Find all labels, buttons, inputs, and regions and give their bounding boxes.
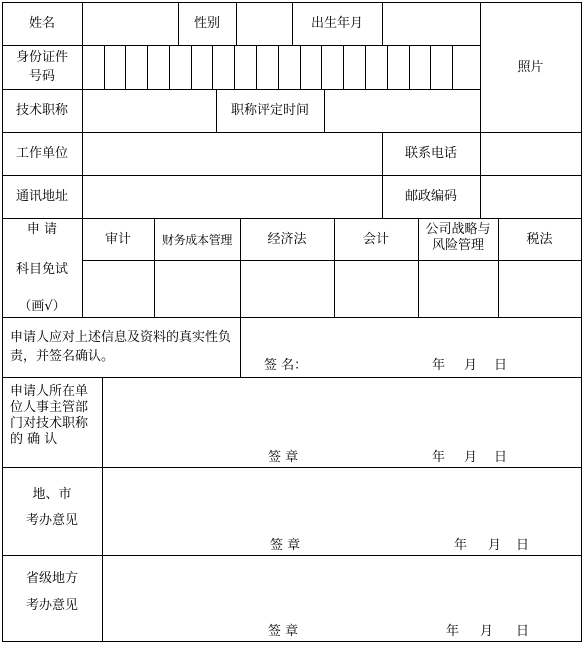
stamp-label: 签 章 [270, 538, 301, 553]
id-label-line1: 身份证件 [15, 50, 68, 65]
province-office-line1: 省级地方 [25, 571, 78, 586]
stamp-label: 签 章 [268, 450, 299, 465]
date-year: 年 [432, 450, 446, 465]
apply-label-line3: （画√） [18, 299, 66, 314]
date-year: 年 [432, 358, 446, 373]
rule [102, 377, 103, 642]
gender-label: 性别 [193, 16, 220, 31]
rule [2, 555, 582, 556]
city-office-line1: 地、市 [32, 487, 72, 502]
rule [581, 2, 582, 642]
subject-strategy-risk: 公司战略与风险管理 [425, 222, 491, 253]
declaration-text: 申请人应对上述信息及资料的真实性负责，并签名确认。 [10, 330, 232, 364]
date-day: 日 [494, 450, 508, 465]
rule [480, 132, 481, 219]
rule [2, 2, 3, 642]
rule [236, 2, 237, 46]
phone-label: 联系电话 [404, 146, 457, 161]
rule [382, 2, 383, 46]
title-date-label: 职称评定时间 [230, 103, 309, 118]
rule [452, 45, 453, 90]
date-day: 日 [516, 624, 530, 639]
apply-label-line2: 科目免试 [15, 262, 68, 277]
subject-audit: 审计 [104, 232, 131, 247]
subject-tax-law: 税法 [526, 232, 553, 247]
sign-name-label: 签 名： [264, 358, 308, 373]
rule [2, 377, 582, 378]
rule [82, 89, 83, 133]
rule [82, 260, 582, 261]
rule [365, 45, 366, 90]
rule [256, 45, 257, 90]
rule [278, 45, 279, 90]
rule [2, 467, 582, 468]
rule [2, 317, 582, 318]
rule [125, 45, 126, 90]
date-month: 月 [480, 624, 494, 639]
date-day: 日 [494, 358, 508, 373]
rule [169, 45, 170, 90]
rule [343, 45, 344, 90]
apply-label-line1: 申 请 [26, 222, 58, 237]
date-month: 月 [488, 538, 502, 553]
date-month: 月 [464, 450, 478, 465]
rule [82, 2, 83, 46]
subject-cost-management: 财务成本管理 [161, 233, 233, 247]
date-year: 年 [454, 538, 468, 553]
rule [387, 45, 388, 90]
name-label: 姓名 [28, 16, 55, 31]
photo-label: 照片 [517, 60, 544, 75]
rule [240, 317, 241, 378]
rule [321, 45, 322, 90]
rule [191, 45, 192, 90]
rule [234, 45, 235, 90]
stamp-label: 签 章 [268, 624, 299, 639]
rule [104, 45, 105, 90]
postcode-label: 邮政编码 [404, 189, 457, 204]
rule [147, 45, 148, 90]
rule [324, 89, 325, 133]
birth-label: 出生年月 [310, 16, 363, 31]
work-unit-label: 工作单位 [15, 146, 68, 161]
date-year: 年 [446, 624, 460, 639]
id-label-line2: 号码 [28, 69, 55, 84]
hr-confirm-label: 申请人所在单位人事主管部门对技术职称的 确 认 [10, 384, 89, 447]
rule [2, 175, 582, 176]
rule [82, 132, 83, 219]
rule [2, 132, 582, 133]
rule [2, 218, 582, 219]
date-day: 日 [516, 538, 530, 553]
address-label: 通讯地址 [15, 189, 68, 204]
rule [430, 45, 431, 90]
title-label: 技术职称 [15, 103, 68, 118]
city-office-line2: 考办意见 [25, 513, 78, 528]
rule [212, 45, 213, 90]
rule [409, 45, 410, 90]
date-month: 月 [464, 358, 478, 373]
subject-economic-law: 经济法 [267, 232, 307, 247]
rule [300, 45, 301, 90]
province-office-line2: 考办意见 [25, 598, 78, 613]
rule [418, 218, 419, 318]
subject-accounting: 会计 [362, 232, 389, 247]
rule [2, 641, 582, 642]
rule [82, 45, 83, 90]
